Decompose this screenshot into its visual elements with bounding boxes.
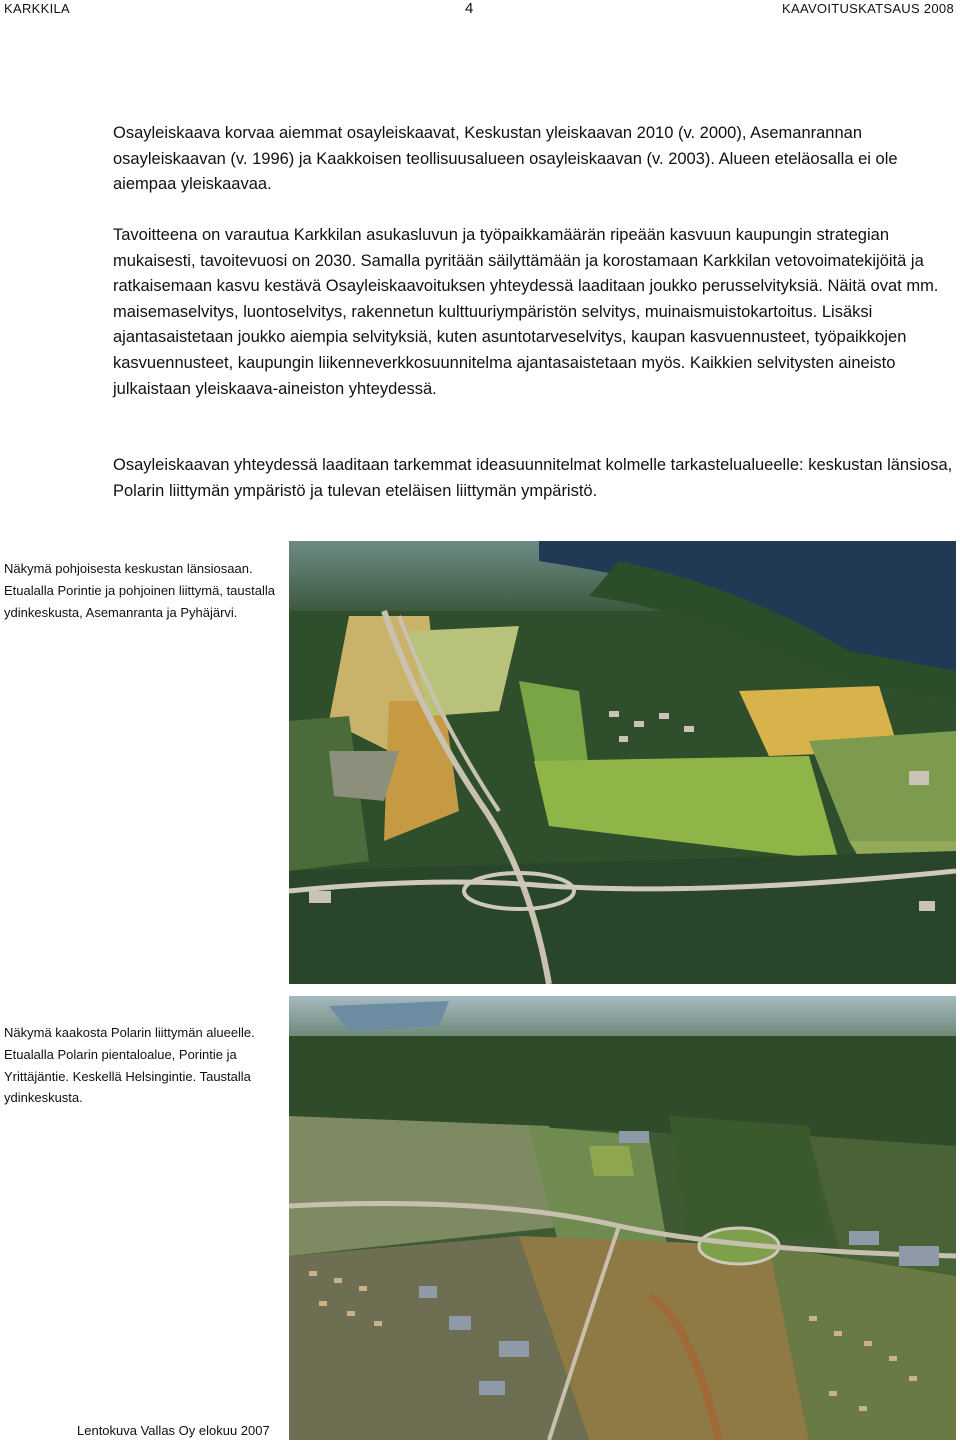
page-number: 4: [465, 0, 474, 17]
header-left-title: KARKKILA: [4, 1, 70, 16]
photo-credit: Lentokuva Vallas Oy elokuu 2007: [77, 1423, 270, 1438]
aerial-photo-north: [289, 541, 956, 984]
aerial-photo-southeast: [289, 996, 956, 1440]
photo-caption-north: Näkymä pohjoisesta keskustan länsiosaan. Etualalla Porintie ja pohjoinen liittymä, taustalla ydinkeskusta, Asemanranta ja Pyhäjärvi.: [4, 561, 275, 620]
paragraph-intro: Osayleiskaava korvaa aiemmat osayleiskaavat, Keskustan yleiskaavan 2010 (v. 2000), Asemanrannan osayleiskaavan (v. 1996) ja Kaakkoisen teollisuusalueen osayleiskaavan (v. 2003). Alueen eteläosalla ei ole aiempaa yleiskaavaa.: [113, 124, 898, 194]
paragraph-goals: Tavoitteena on varautua Karkkilan asukasluvun ja työpaikkamäärän ripeään kasvuun kaupungin strategian mukaisesti, tavoitevuosi on 2030. Samalla pyritään säilyttämään ja korostamaan Karkkilan vetovoimatekijöitä ja ratkaisemaan kasvu kestävä Osayleiskaavoituksen yhteydessä laaditaan joukko perusselvityksiä. Näitä ovat mm. maisemaselvitys, luontoselvitys, rakennetun kulttuuriympäristön selvitys, muinaismuistokartoitus. Lisäksi ajantasaistetaan joukko aiempia selvityksiä, kuten asuntotarveselvitys, kaupan kasvuennusteet, työpaikkojen kasvuennusteet, kaupungin liikenneverkkosuunnitelma ajantasaistetaan myös. Kaikkien selvitysten aineisto julkaistaan yleiskaava-aineiston yhteydessä.: [113, 226, 939, 398]
paragraph-idea-plans: Osayleiskaavan yhteydessä laaditaan tarkemmat ideasuunnitelmat kolmelle tarkastelualueelle: keskustan länsiosa, Polarin liittymän ympäristö ja tulevan eteläisen liittymän ympäristö.: [113, 456, 953, 500]
photo-caption-southeast: Näkymä kaakosta Polarin liittymän alueelle. Etualalla Polarin pientaloalue, Porintie ja Yrittäjäntie. Keskellä Helsingintie. Taustalla ydinkeskusta.: [4, 1025, 255, 1106]
header-right-title: KAAVOITUSKATSAUS 2008: [782, 1, 954, 16]
